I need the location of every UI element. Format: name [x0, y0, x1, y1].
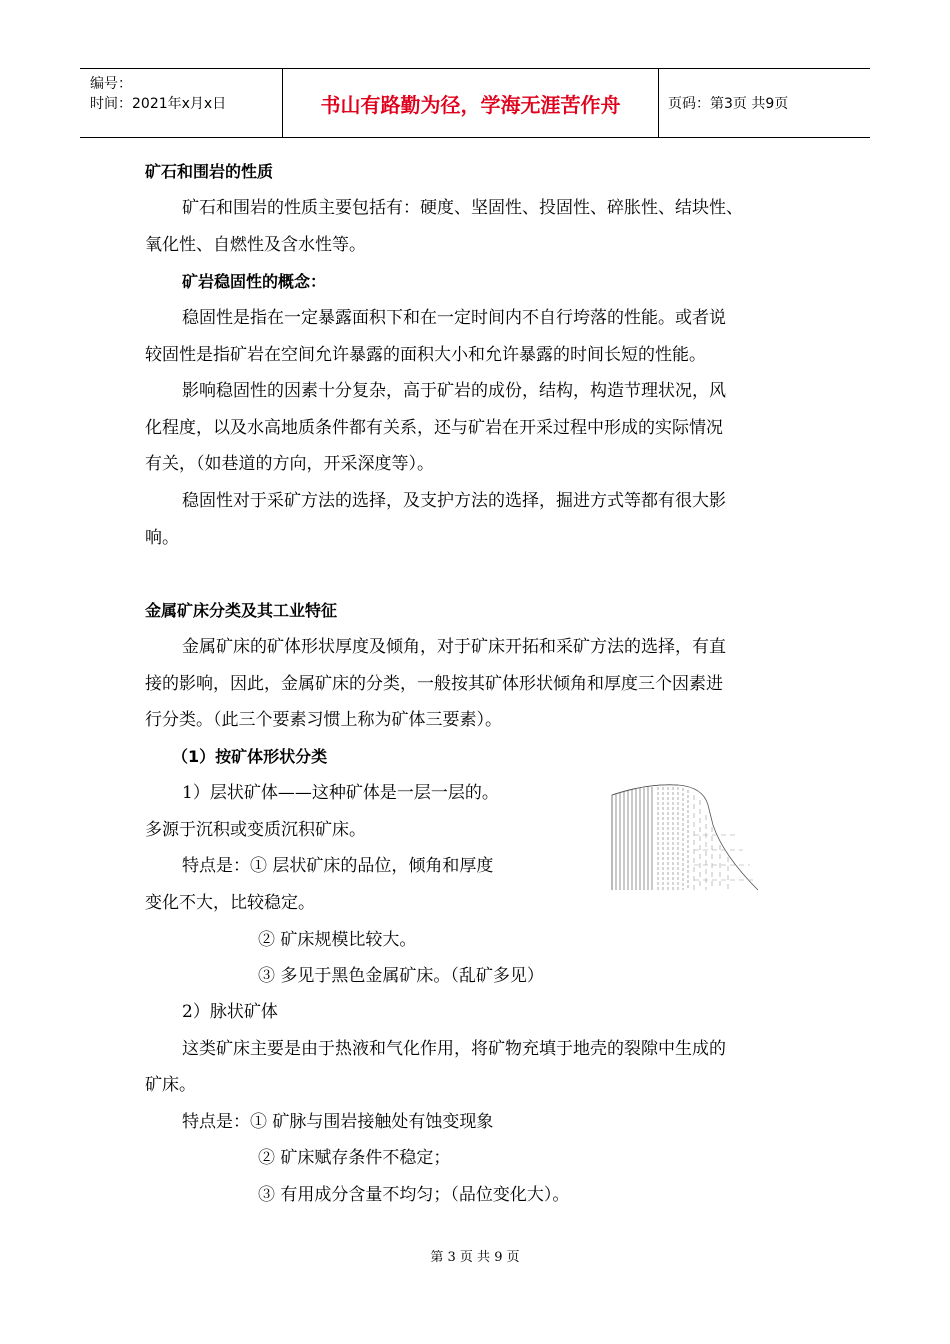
- paragraph-line: 变化不大，比较稳定。: [145, 893, 315, 913]
- paragraph-line: 氧化性、自燃性及含水性等。: [145, 235, 366, 255]
- section-heading: 矿岩稳固性的概念：: [182, 272, 327, 291]
- paragraph-line: ③ 多见于黑色金属矿床。（乱矿多见）: [258, 966, 544, 986]
- number-label: 编号：: [90, 76, 132, 92]
- paragraph-line: 行分类。（此三个要素习惯上称为矿体三要素）。: [145, 710, 502, 730]
- section-heading: 金属矿床分类及其工业特征: [145, 601, 338, 620]
- paragraph-line: 矿石和围岩的性质主要包括有：硬度、坚固性、投固性、碎胀性、结块性、: [182, 198, 743, 218]
- paragraph-line: 接的影响，因此，金属矿床的分类，一般按其矿体形状倾角和厚度三个因素进: [145, 674, 723, 694]
- paragraph-line: 矿床。: [145, 1075, 196, 1095]
- paragraph-line: 影响稳固性的因素十分复杂，高于矿岩的成份，结构，构造节理状况，风: [182, 381, 726, 401]
- paragraph-line: 稳固性对于采矿方法的选择，及支护方法的选择，掘进方式等都有很大影: [182, 491, 726, 511]
- paragraph-line: 特点是：① 层状矿床的品位，倾角和厚度: [182, 856, 494, 876]
- page-header: [80, 68, 870, 138]
- paragraph-line: 有关，（如巷道的方向，开采深度等）。: [145, 454, 434, 474]
- header-meta: [80, 69, 283, 137]
- header-motto: 书山有路勤为径，学海无涯苦作舟: [283, 69, 659, 137]
- stratified-ore-body-figure: [608, 775, 768, 895]
- header-page-info: 页码：第3页 共9页: [668, 96, 789, 112]
- paragraph-line: ③ 有用成分含量不均匀；（品位变化大）。: [258, 1185, 570, 1205]
- paragraph-line: 响。: [145, 528, 179, 548]
- paragraph-line: 稳固性是指在一定暴露面积下和在一定时间内不自行垮落的性能。或者说: [182, 308, 726, 328]
- paragraph-line: 化程度，以及水高地质条件都有关系，还与矿岩在开采过程中形成的实际情况: [145, 418, 723, 438]
- paragraph-line: 多源于沉积或变质沉积矿床。: [145, 820, 366, 840]
- paragraph-line: 这类矿床主要是由于热液和气化作用，将矿物充填于地壳的裂隙中生成的: [182, 1039, 726, 1059]
- paragraph-line: 金属矿床的矿体形状厚度及倾角，对于矿床开拓和采矿方法的选择，有直: [182, 637, 726, 657]
- paragraph-line: 特点是：① 矿脉与围岩接触处有蚀变现象: [182, 1112, 494, 1132]
- paragraph-line: 较固性是指矿岩在空间允许暴露的面积大小和允许暴露的时间长短的性能。: [145, 345, 706, 365]
- time-label: 时间：2021年x月x日: [90, 96, 227, 112]
- page-footer: 第 3 页 共 9 页: [430, 1250, 520, 1265]
- paragraph-line: ② 矿床赋存条件不稳定；: [258, 1148, 451, 1168]
- paragraph-line: 2）脉状矿体: [182, 1002, 278, 1022]
- subsection-heading: （1）按矿体形状分类: [172, 747, 328, 766]
- paragraph-line: ② 矿床规模比较大。: [258, 930, 417, 950]
- paragraph-line: 1）层状矿体——这种矿体是一层一层的。: [182, 783, 499, 803]
- section-heading: 矿石和围岩的性质: [145, 162, 274, 181]
